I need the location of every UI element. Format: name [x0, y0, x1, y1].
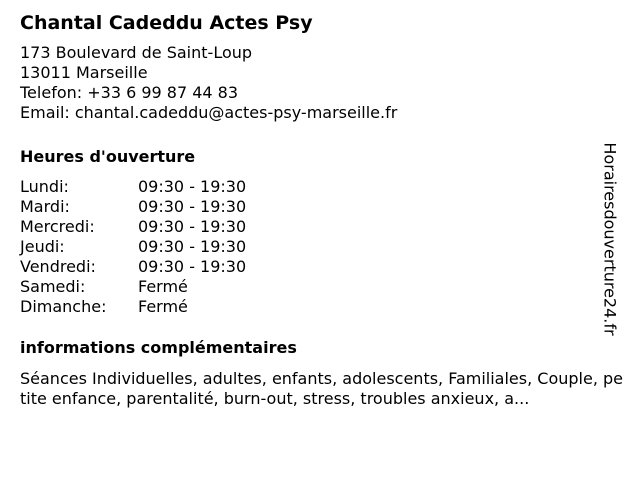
address-street: 173 Boulevard de Saint-Loup	[20, 43, 253, 62]
hours-day: Jeudi:	[20, 237, 65, 256]
hours-day: Dimanche:	[20, 297, 107, 316]
hours-day: Samedi:	[20, 277, 86, 296]
hours-row-wednesday	[20, 217, 610, 237]
additional-info-heading: informations complémentaires	[20, 338, 297, 357]
hours-row-saturday	[20, 277, 610, 297]
opening-hours-heading: Heures d'ouverture	[20, 147, 196, 166]
opening-hours-table	[20, 177, 610, 317]
hours-row-tuesday	[20, 197, 610, 217]
hours-time: 09:30 - 19:30	[138, 197, 247, 216]
site-watermark	[588, 134, 632, 344]
watermark-text: Horairesdouverture24.fr	[601, 142, 621, 336]
hours-time: Fermé	[138, 297, 188, 316]
hours-day: Vendredi:	[20, 257, 96, 276]
hours-row-thursday	[20, 237, 610, 257]
hours-day: Mercredi:	[20, 217, 95, 236]
phone-number: Telefon: +33 6 99 87 44 83	[20, 83, 239, 102]
hours-time: 09:30 - 19:30	[138, 237, 247, 256]
hours-day: Mardi:	[20, 197, 70, 216]
hours-time: Fermé	[138, 277, 188, 296]
email-address: Email: chantal.cadeddu@actes-psy-marseille.fr	[20, 103, 398, 122]
hours-time: 09:30 - 19:30	[138, 217, 247, 236]
hours-time: 09:30 - 19:30	[138, 257, 247, 276]
business-name: Chantal Cadeddu Actes Psy	[20, 12, 313, 34]
hours-day: Lundi:	[20, 177, 69, 196]
hours-row-friday	[20, 257, 610, 277]
address-city: 13011 Marseille	[20, 63, 148, 82]
hours-time: 09:30 - 19:30	[138, 177, 247, 196]
additional-info-description: Séances Individuelles, adultes, enfants, adolescents, Familiales, Couple, petite enfance, parentalité, burn-out, stress, troubles anxieux, a...	[20, 369, 623, 408]
hours-row-monday	[20, 177, 610, 197]
hours-row-sunday	[20, 297, 610, 317]
